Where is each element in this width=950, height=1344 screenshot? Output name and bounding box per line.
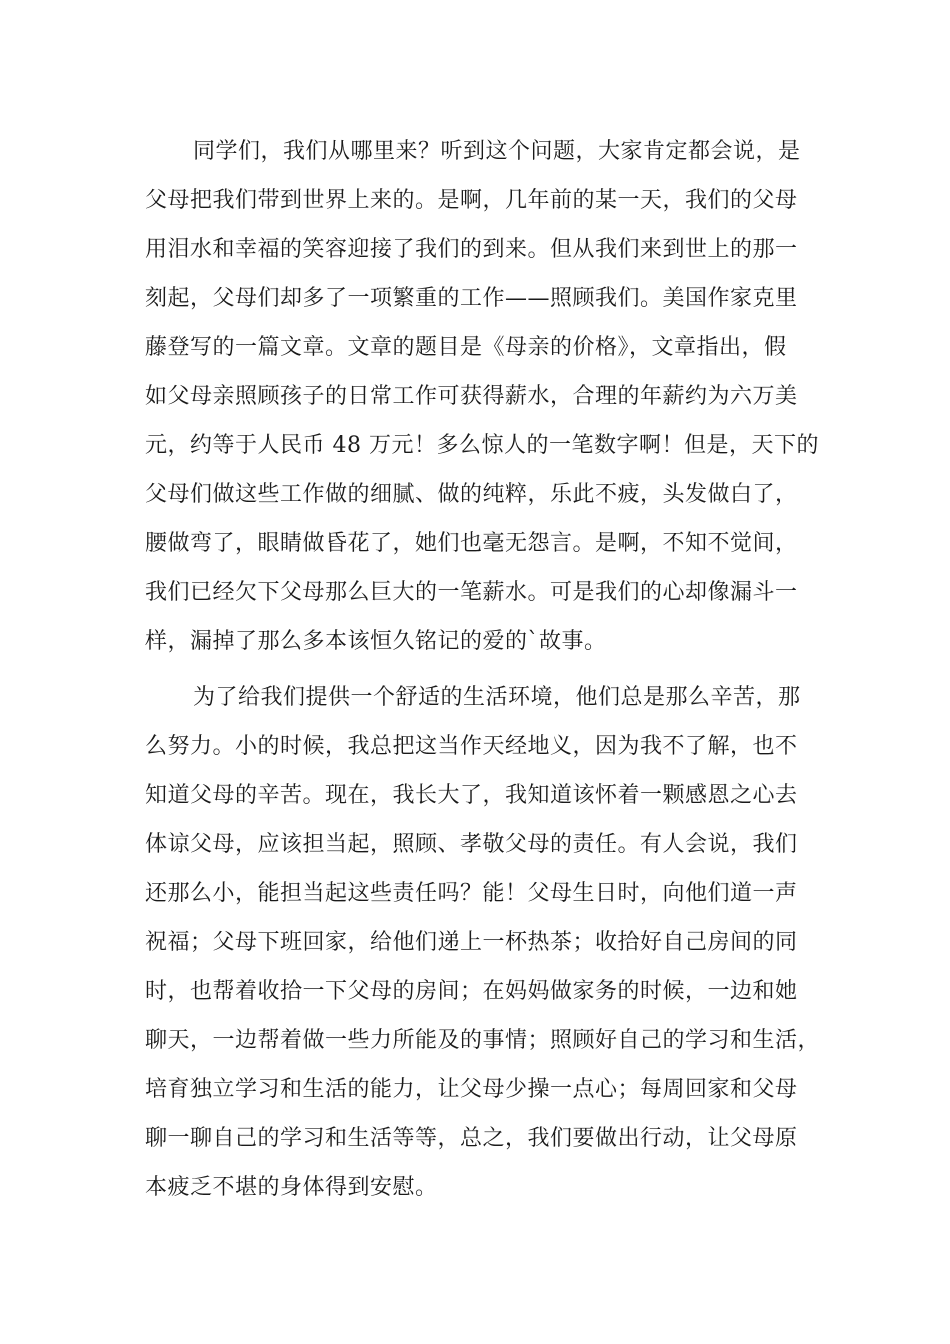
paragraph-2-line-8: 聊天，一边帮着做一些力所能及的事情；照顾好自己的学习和生活，	[145, 1028, 821, 1053]
paragraph-2-line-6: 祝福；父母下班回家，给他们递上一杯热茶；收拾好自己房间的同	[145, 930, 798, 955]
paragraph-1-line-11: 样，漏掉了那么多本该恒久铭记的爱的`故事。	[145, 629, 607, 654]
paragraph-2-line-2: 么努力。小的时候，我总把这当作天经地义，因为我不了解，也不	[145, 734, 798, 759]
paragraph-2-line-11: 本疲乏不堪的身体得到安慰。	[145, 1175, 438, 1200]
paragraph-1-line-9: 腰做弯了，眼睛做昏花了，她们也毫无怨言。是啊，不知不觉间，	[145, 531, 798, 556]
paragraph-1-line-4: 刻起，父母们却多了一项繁重的工作——照顾我们。美国作家克里	[145, 286, 798, 311]
paragraph-1-line-3: 用泪水和幸福的笑容迎接了我们的到来。但从我们来到世上的那一	[145, 237, 798, 262]
paragraph-1-line-1: 同学们，我们从哪里来？听到这个问题，大家肯定都会说，是	[193, 139, 801, 164]
paragraph-1-line-2: 父母把我们带到世界上来的。是啊，几年前的某一天，我们的父母	[145, 188, 798, 213]
paragraph-2-line-9: 培育独立学习和生活的能力，让父母少操一点心；每周回家和父母	[145, 1077, 798, 1102]
paragraph-1-line-10: 我们已经欠下父母那么巨大的一笔薪水。可是我们的心却像漏斗一	[145, 580, 798, 605]
paragraph-1-line-8: 父母们做这些工作做的细腻、做的纯粹，乐此不疲，头发做白了，	[145, 482, 798, 507]
paragraph-2-line-10: 聊一聊自己的学习和生活等等，总之，我们要做出行动，让父母原	[145, 1126, 798, 1151]
paragraph-1-line-5: 藤登写的一篇文章。文章的题目是《母亲的价格》，文章指出，假	[145, 335, 787, 360]
paragraph-2-line-7: 时，也帮着收拾一下父母的房间；在妈妈做家务的时候，一边和她	[145, 979, 798, 1004]
paragraph-2-line-4: 体谅父母，应该担当起，照顾、孝敬父母的责任。有人会说，我们	[145, 832, 798, 857]
paragraph-1-line-6: 如父母亲照顾孩子的日常工作可获得薪水，合理的年薪约为六万美	[145, 384, 798, 409]
paragraph-2-line-3: 知道父母的辛苦。现在，我长大了，我知道该怀着一颗感恩之心去	[145, 783, 798, 808]
paragraph-2-line-5: 还那么小，能担当起这些责任吗？能！父母生日时，向他们道一声	[145, 881, 798, 906]
paragraph-1-line-7: 元，约等于人民币 48 万元！多么惊人的一笔数字啊！但是，天下的	[145, 433, 819, 458]
paragraph-2-line-1: 为了给我们提供一个舒适的生活环境，他们总是那么辛苦，那	[193, 685, 801, 710]
